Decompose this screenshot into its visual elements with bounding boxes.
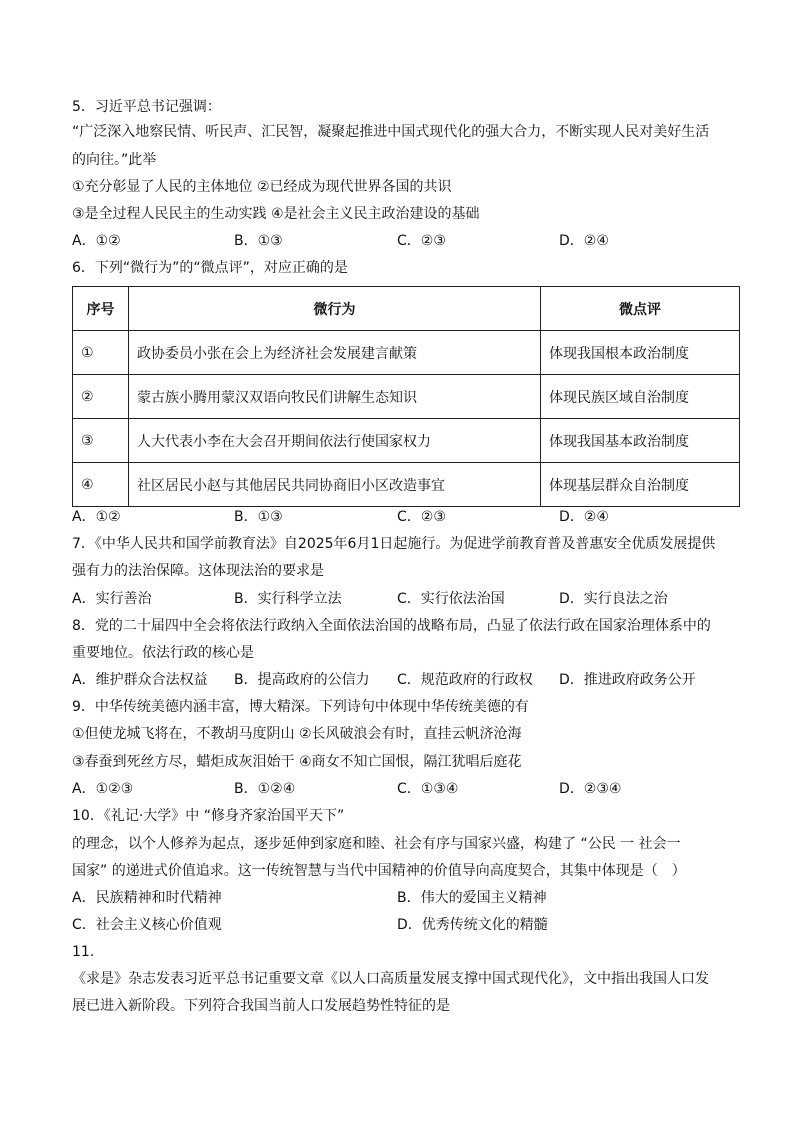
table-cell-index: ① [73,331,129,375]
table-row [73,463,740,507]
table-row [73,331,740,375]
q9-line-1: 9．中华传统美德内涵丰富，博大精深。下列诗句中体现中华传统美德的有 [72,699,529,715]
q5-quote-line-2: 的向往。”此举 [72,152,157,168]
table-cell-comment: 体现民族区域自治制度 [541,375,740,419]
q6-table [72,286,740,507]
q5-option-c[interactable]: C．②③ [397,233,446,249]
table-cell-index: ④ [73,463,129,507]
q10-line-2: 的理念，以个人修养为起点，逐步延伸到家庭和睦、社会有序与国家兴盛，构建了 “公民 一 社会一 [72,836,681,852]
q11-line-2: 展已进入新阶段。下列符合我国当前人口发展趋势性特征的是 [72,998,450,1014]
q8-option-b[interactable]: B．提高政府的公信力 [234,672,370,688]
q6-option-c[interactable]: C．②③ [397,509,446,525]
q8-option-c[interactable]: C．规范政府的行政权 [397,672,533,688]
q5-items-line-2: ③是全过程人民民主的生动实践 ④是社会主义民主政治建设的基础 [72,206,480,222]
q6-stem: 6．下列“微行为”的“微点评”，对应正确的是 [72,260,348,276]
table-row [73,419,740,463]
q6-option-b[interactable]: B．①③ [234,509,283,525]
table-header-behavior: 微行为 [129,287,541,331]
q9-option-b[interactable]: B．①②④ [234,781,296,797]
q11-number: 11. [72,944,95,960]
q8-line-2: 重要地位。依法行政的核心是 [72,645,254,661]
table-header-index: 序号 [73,287,129,331]
q9-option-d[interactable]: D．②③④ [559,781,622,797]
q7-option-b[interactable]: B．实行科学立法 [234,591,342,607]
table-row [73,375,740,419]
table-cell-behavior: 人大代表小李在大会召开期间依法行使国家权力 [129,419,541,463]
q5-option-b[interactable]: B．①③ [234,233,283,249]
q8-line-1: 8．党的二十届四中全会将依法行政纳入全面依法治国的战略布局，凸显了依法行政在国家治理体系中的 [72,618,711,634]
q9-items-line-1: ①但使龙城飞将在，不教胡马度阴山 ②长风破浪会有时，直挂云帆济沧海 [72,726,522,742]
q9-option-c[interactable]: C．①③④ [397,781,459,797]
q10-option-b[interactable]: B．伟大的爱国主义精神 [397,890,547,906]
q5-option-d[interactable]: D．②④ [559,233,609,249]
q10-option-c[interactable]: C．社会主义核心价值观 [72,917,222,933]
q5-items-line-1: ①充分彰显了人民的主体地位 ②已经成为现代世界各国的共识 [72,179,452,195]
q7-option-a[interactable]: A．实行善治 [72,591,152,607]
table-header-row [73,287,740,331]
q11-line-1: 《求是》杂志发表习近平总书记重要文章《以人口高质量发展支撑中国式现代化》，文中指出我国人口发 [72,971,709,987]
q7-line-2: 强有力的法治保障。这体现法治的要求是 [72,563,324,579]
table-cell-comment: 体现我国根本政治制度 [541,331,740,375]
q10-option-d[interactable]: D．优秀传统文化的精髓 [397,917,548,933]
q7-option-d[interactable]: D．实行良法之治 [559,591,668,607]
q6-option-d[interactable]: D．②④ [559,509,609,525]
table-cell-behavior: 社区居民小赵与其他居民共同协商旧小区改造事宜 [129,463,541,507]
q8-option-d[interactable]: D．推进政府政务公开 [559,672,696,688]
table-cell-comment: 体现基层群众自治制度 [541,463,740,507]
q9-option-a[interactable]: A．①②③ [72,781,134,797]
table-cell-behavior: 蒙古族小腾用蒙汉双语向牧民们讲解生态知识 [129,375,541,419]
q7-line-1: 7．《中华人民共和国学前教育法》自2025年6月1日起施行。为促进学前教育普及普惠安全优质发展提供 [72,536,716,552]
q5-option-a[interactable]: A．①② [72,233,121,249]
table-cell-index: ③ [73,419,129,463]
q8-option-a[interactable]: A．维护群众合法权益 [72,672,208,688]
q10-option-a[interactable]: A．民族精神和时代精神 [72,890,222,906]
table-cell-behavior: 政协委员小张在会上为经济社会发展建言献策 [129,331,541,375]
table-header-comment: 微点评 [541,287,740,331]
q10-line-3: 国家” 的递进式价值追求。这一传统智慧与当代中国精神的价值导向高度契合，其集中体现是（ ） [72,863,686,879]
q7-option-c[interactable]: C．实行依法治国 [397,591,505,607]
table-cell-comment: 体现我国基本政治制度 [541,419,740,463]
q10-line-1: 10．《礼记·大学》中 “修身齐家治国平天下” [72,808,345,824]
q6-option-a[interactable]: A．①② [72,509,121,525]
q9-items-line-2: ③春蚕到死丝方尽，蜡炬成灰泪始干 ④商女不知亡国恨，隔江犹唱后庭花 [72,754,522,770]
q5-quote-line-1: “广泛深入地察民情、听民声、汇民智，凝聚起推进中国式现代化的强大合力，不断实现人民对美好生活 [72,124,710,140]
table-cell-index: ② [73,375,129,419]
q5-stem: 5．习近平总书记强调： [72,99,221,115]
